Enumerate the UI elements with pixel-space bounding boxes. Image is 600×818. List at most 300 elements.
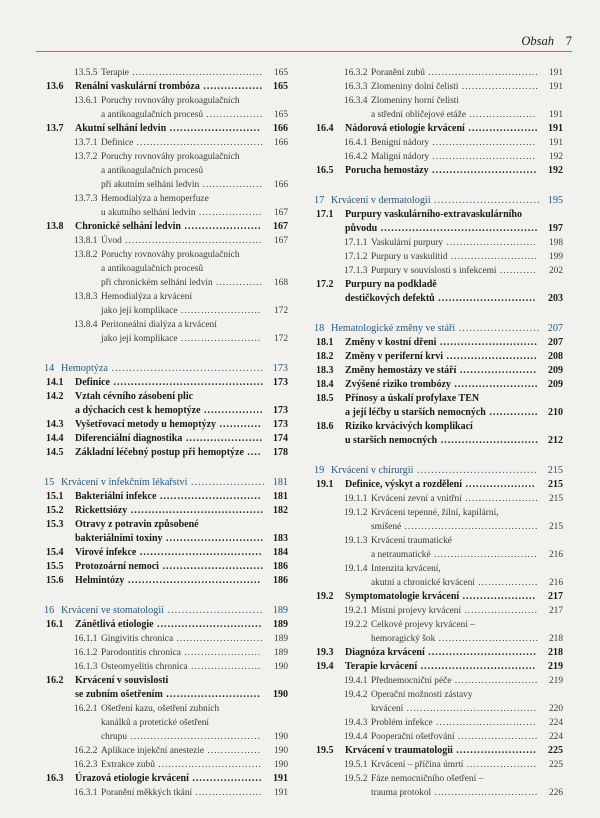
toc-entry <box>314 378 563 392</box>
entry-page: 181 <box>272 477 288 488</box>
leader-dots: ....................... <box>458 82 539 92</box>
entry-number: 13.6.1 <box>74 96 98 106</box>
entry-title-line: hemoragický šok <box>371 634 436 644</box>
entry-title-line: a střední obličejové etáže <box>371 110 467 120</box>
leader-dots: ...................... <box>456 365 537 376</box>
leader-dots: .... <box>243 447 262 458</box>
entry-number: 15.6 <box>46 575 64 586</box>
toc-entry <box>44 646 288 660</box>
entry-title-line: Helmintózy <box>75 575 125 586</box>
entry-number: 13.8.3 <box>74 292 98 302</box>
entry-title-line: Diagnóza krvácení <box>345 647 425 658</box>
entry-page: 173 <box>273 405 288 416</box>
entry-title-line: Místní projevy krvácení <box>371 606 462 616</box>
entry-page: 174 <box>273 433 288 444</box>
toc-entry <box>44 192 288 220</box>
entry-title <box>44 560 288 574</box>
entry-page: 220 <box>548 704 563 714</box>
entry-page: 224 <box>548 718 563 728</box>
entry-number: 14.1 <box>46 377 64 388</box>
entry-title <box>44 122 288 136</box>
entry-page: 225 <box>548 745 563 756</box>
entry-page: 186 <box>273 561 288 572</box>
entry-page: 215 <box>547 465 563 476</box>
entry-title-line: Poruchy rovnováhy prokoagulačních <box>101 250 240 260</box>
entry-number: 14.3 <box>46 419 64 430</box>
entry-number: 13.8 <box>46 221 64 232</box>
entry-title-line: Hemoptýza <box>61 363 108 374</box>
entry-page: 209 <box>548 379 563 390</box>
entry-title <box>44 80 288 94</box>
entry-title-line: Benigní nádory <box>371 138 430 148</box>
entry-number: 16.2 <box>46 675 64 686</box>
entry-title-line: Přednemocniční péče <box>371 676 452 686</box>
entry-title-line: Purpury vaskulárního-extravaskulárního <box>345 209 522 220</box>
toc-entry <box>314 66 563 80</box>
toc-right-column <box>314 66 563 800</box>
leader-dots: .......................... <box>447 252 538 262</box>
entry-title-line: Porucha hemostázy <box>345 165 429 176</box>
entry-title-line: Změny v periferní krvi <box>345 351 444 362</box>
page-number: 7 <box>565 34 572 48</box>
leader-dots: .............. <box>212 278 263 288</box>
leader-dots: ...................... <box>182 433 263 444</box>
leader-dots: ........................................... <box>107 363 265 374</box>
entry-number: 14.5 <box>46 447 64 458</box>
entry-page: 172 <box>273 334 288 344</box>
entry-title-line: Nádorová etiologie krvácení <box>345 123 465 134</box>
entry-page: 197 <box>548 223 563 234</box>
entry-number: 16.2.2 <box>74 746 98 756</box>
entry-page: 190 <box>273 760 288 770</box>
entry-title-line: Změny v kostní dřeni <box>345 337 437 348</box>
entry-title-line: Rickettsiózy <box>75 505 128 516</box>
toc-entry <box>44 418 288 432</box>
entry-title <box>44 546 288 560</box>
entry-number: 14.4 <box>46 433 64 444</box>
leader-dots: ............................... <box>431 788 539 798</box>
entry-page: 218 <box>548 647 563 658</box>
leader-dots: ............................ <box>436 337 538 348</box>
entry-page: 192 <box>548 152 563 162</box>
entry-page: 215 <box>548 479 563 490</box>
entry-page: 166 <box>273 138 288 148</box>
entry-title-line: a antikoagulačních procesů <box>101 166 204 176</box>
entry-number: 18.4 <box>316 379 334 390</box>
entry-number: 16.1.1 <box>74 634 98 644</box>
entry-title-line: a dýchacích cest k hemoptýze <box>75 405 201 416</box>
entry-number: 19.4.4 <box>344 732 368 742</box>
leader-dots: .................. <box>474 578 539 588</box>
leader-dots: .............................. <box>430 195 541 206</box>
entry-page: 195 <box>547 195 563 206</box>
toc-entry <box>44 618 288 632</box>
entry-number: 19.3 <box>316 647 334 658</box>
entry-number: 19.2.1 <box>344 606 368 616</box>
page-header <box>0 30 600 52</box>
entry-title <box>44 604 288 618</box>
entry-number: 16.4.1 <box>344 138 368 148</box>
entry-number: 13.6 <box>46 81 64 92</box>
entry-page: 216 <box>548 578 563 588</box>
toc-entry <box>314 464 563 478</box>
entry-page: 189 <box>272 605 288 616</box>
entry-page: 190 <box>273 662 288 672</box>
entry-number: 15.3 <box>46 519 64 530</box>
toc-entry <box>314 420 563 448</box>
leader-dots: ....................................... <box>403 704 538 714</box>
running-title: Obsah <box>521 34 554 48</box>
toc-entry <box>44 702 288 744</box>
entry-number: 16.3 <box>46 773 64 784</box>
toc-entry <box>44 504 288 518</box>
leader-dots: ....................................... <box>128 68 263 78</box>
entry-page: 219 <box>548 676 563 686</box>
entry-page: 167 <box>273 221 288 232</box>
leader-dots: ............ <box>216 419 262 430</box>
entry-title <box>44 446 288 460</box>
toc-entry <box>314 364 563 378</box>
entry-number: 17.2 <box>316 279 334 290</box>
entry-page: 189 <box>273 648 288 658</box>
entry-title <box>44 432 288 446</box>
entry-title <box>314 464 563 478</box>
entry-number: 18.3 <box>316 365 334 376</box>
leader-dots: .................... <box>192 788 263 798</box>
entry-title-line: Krvácení traumatické <box>371 536 452 546</box>
entry-title-line: Chronické selhání ledvin <box>75 221 181 232</box>
entry-number: 17.1.1 <box>344 238 368 248</box>
entry-page: 173 <box>273 419 288 430</box>
toc-entry <box>314 392 563 420</box>
entry-title-line: Krvácení tepenné, žilní, kapilární, <box>371 508 499 518</box>
entry-number: 16 <box>44 605 55 616</box>
entry-number: 19.4.2 <box>344 690 368 700</box>
toc-entry <box>314 208 563 236</box>
entry-number: 19.5.1 <box>344 760 368 770</box>
entry-page: 191 <box>548 82 563 92</box>
entry-title-line: při akutním selhání ledvin <box>101 180 200 190</box>
toc-entry <box>44 150 288 192</box>
entry-title <box>314 164 563 178</box>
entry-page: 178 <box>273 447 288 458</box>
leader-dots: ................................. <box>424 68 539 78</box>
entry-title-line: Problém infekce <box>371 718 433 728</box>
entry-page: 202 <box>548 266 563 276</box>
entry-title-line: Krvácení v chirurgii <box>331 465 414 476</box>
entry-title-line: akutní a chronické krvácení <box>371 578 475 588</box>
entry-title <box>314 322 563 336</box>
toc-entry <box>314 646 563 660</box>
leader-dots: ...................................... <box>133 138 264 148</box>
toc-entry <box>44 490 288 504</box>
toc-entry <box>314 164 563 178</box>
entry-number: 18.2 <box>316 351 334 362</box>
leader-dots: ................. <box>203 110 264 120</box>
entry-title <box>314 364 563 378</box>
entry-title-line: Poranění zubů <box>371 68 425 78</box>
leader-dots: ........................................ <box>401 522 539 532</box>
leader-dots: ................ <box>204 746 261 756</box>
entry-number: 19.2.2 <box>344 620 368 630</box>
entry-title <box>314 194 563 208</box>
entry-page: 215 <box>548 494 563 504</box>
entry-page: 212 <box>548 435 563 446</box>
entry-number: 15.4 <box>46 547 64 558</box>
entry-title-line: chrupu <box>101 732 128 742</box>
entry-title-line: Pooperační ošetřování <box>371 732 455 742</box>
entry-number: 19.2 <box>316 591 334 602</box>
entry-page: 167 <box>273 236 288 246</box>
toc-entry <box>44 66 288 80</box>
toc-entry <box>44 80 288 94</box>
entry-title-line: Vztah cévního zásobení plic <box>75 391 194 402</box>
entry-page: 167 <box>273 208 288 218</box>
entry-number: 13.7.3 <box>74 194 98 204</box>
toc-entry <box>44 290 288 318</box>
entry-page: 225 <box>548 760 563 770</box>
toc-entry <box>44 546 288 560</box>
leader-dots: ........................................... <box>110 377 264 388</box>
leader-dots: ....................................... <box>127 732 261 742</box>
entry-number: 17.1.3 <box>344 266 368 276</box>
toc-entry <box>44 786 288 800</box>
entry-page: 165 <box>273 110 288 120</box>
entry-title-line: Krvácení v traumatologii <box>345 745 453 756</box>
leader-dots: ..................... <box>459 591 537 602</box>
leader-dots: ............................ <box>434 293 537 304</box>
entry-title-line: a její léčby u starších nemocných <box>345 407 486 418</box>
toc-entry <box>314 478 563 492</box>
leader-dots: .............. <box>485 407 539 418</box>
entry-number: 13.7.1 <box>74 138 98 148</box>
leader-dots: ........................ <box>450 379 539 390</box>
entry-title-line: Zánětlivá etiologie <box>75 619 154 630</box>
toc-entry <box>44 758 288 772</box>
entry-page: 173 <box>273 377 288 388</box>
leader-dots: ...................................... <box>127 505 264 516</box>
entry-title <box>314 392 563 420</box>
entry-title <box>44 618 288 632</box>
entry-number: 19.1.4 <box>344 564 368 574</box>
toc-entry <box>44 122 288 136</box>
entry-title-line: Aplikace injekční anestezie <box>101 746 205 756</box>
toc-entry <box>44 446 288 460</box>
entry-page: 192 <box>548 165 563 176</box>
leader-dots: ...................... <box>461 494 539 504</box>
entry-page: 189 <box>273 634 288 644</box>
entry-number: 18.1 <box>316 337 334 348</box>
entry-page: 165 <box>273 68 288 78</box>
entry-page: 173 <box>272 363 288 374</box>
entry-title-line: Zvýšené riziko trombózy <box>345 379 451 390</box>
entry-page: 168 <box>273 278 288 288</box>
entry-title-line: a antikoagulačních procesů <box>101 110 204 120</box>
toc-entry <box>314 278 563 306</box>
entry-title <box>44 490 288 504</box>
leader-dots: ............................ <box>437 435 539 446</box>
entry-title-line: Úrazová etiologie krvácení <box>75 773 189 784</box>
entry-number: 18.5 <box>316 393 334 404</box>
entry-page: 207 <box>548 337 563 348</box>
leader-dots: ................................... <box>136 547 263 558</box>
leader-dots: .................................. <box>413 465 538 476</box>
toc-entry <box>314 604 563 618</box>
entry-title-line: Riziko krvácivých komplikací <box>345 421 473 432</box>
entry-number: 13.8.4 <box>74 320 98 330</box>
entry-number: 16.3.2 <box>344 68 368 78</box>
entry-page: 219 <box>548 661 563 672</box>
entry-title-line: Intenzita krvácení, <box>371 564 441 574</box>
entry-page: 183 <box>273 533 288 544</box>
entry-number: 16.4 <box>316 123 334 134</box>
toc-left-column <box>44 66 288 800</box>
entry-number: 19.5.2 <box>344 774 368 784</box>
entry-number: 19.4.3 <box>344 718 368 728</box>
toc-entry <box>44 772 288 786</box>
entry-title-line: jako její komplikace <box>101 306 178 316</box>
leader-dots: ..................... <box>187 477 266 488</box>
entry-title-line: Ošetření kazu, ošetření zubních <box>101 704 220 714</box>
entry-number: 15.1 <box>46 491 64 502</box>
entry-number: 16.3.4 <box>344 96 368 106</box>
entry-page: 199 <box>548 252 563 262</box>
leader-dots: .......................... <box>166 123 261 134</box>
entry-title-line: při chronickém selhání ledvin <box>101 278 213 288</box>
toc-entry <box>314 772 563 800</box>
entry-title-line: destičkových defektů <box>345 293 435 304</box>
leader-dots: .................... <box>464 123 539 134</box>
entry-page: 166 <box>273 180 288 190</box>
leader-dots: ............................................. <box>377 223 539 234</box>
entry-number: 16.5 <box>316 165 334 176</box>
entry-page: 217 <box>548 591 563 602</box>
entry-title <box>314 744 563 758</box>
entry-title <box>314 420 563 448</box>
entry-title-line: Extrakce zubů <box>101 760 155 770</box>
entry-title-line: Přínosy a úskalí profylaxe TEN <box>345 393 480 404</box>
entry-title <box>44 504 288 518</box>
entry-title-line: Hematologické změny ve stáří <box>331 323 456 334</box>
entry-page: 191 <box>273 773 288 784</box>
entry-page: 191 <box>548 110 563 120</box>
entry-number: 14 <box>44 363 55 374</box>
entry-title-line: Základní léčebný postup při hemoptýze <box>75 447 244 458</box>
leader-dots: ........................ <box>177 334 262 344</box>
entry-title-line: Parodontitis chronica <box>101 648 181 658</box>
leader-dots: ........................... <box>162 689 261 700</box>
leader-dots: ..................... <box>463 760 537 770</box>
toc-entry <box>44 376 288 390</box>
entry-page: 217 <box>548 606 563 616</box>
entry-title <box>314 660 563 674</box>
entry-title <box>44 518 288 546</box>
entry-title <box>314 278 563 306</box>
entry-number: 16.1.3 <box>74 662 98 672</box>
leader-dots: ...................... <box>180 221 262 232</box>
leader-dots: .......................... <box>443 351 538 362</box>
entry-number: 13.5.5 <box>74 68 98 78</box>
entry-title <box>44 476 288 490</box>
entry-page: 166 <box>273 123 288 134</box>
entry-title-line: Renální vaskulární trombóza <box>75 81 200 92</box>
entry-title-line: Krvácení – příčina úmrtí <box>371 760 464 770</box>
entry-title-line: kanálků a protetické ošetření <box>101 718 210 728</box>
entry-page: 189 <box>273 619 288 630</box>
entry-title <box>44 574 288 588</box>
entry-page: 184 <box>273 547 288 558</box>
entry-number: 16.2.3 <box>74 760 98 770</box>
entry-page: 226 <box>548 788 563 798</box>
header-rule <box>36 51 572 52</box>
toc-entry <box>314 660 563 674</box>
leader-dots: ............................. <box>158 561 264 572</box>
entry-title <box>44 390 288 418</box>
toc-entry <box>44 744 288 758</box>
entry-title-line: Virové infekce <box>75 547 137 558</box>
toc-entry <box>44 248 288 290</box>
entry-page: 224 <box>548 732 563 742</box>
entry-number: 19.1.1 <box>344 494 368 504</box>
leader-dots: .............................. <box>153 619 263 630</box>
entry-title-line: Maligní nádory <box>371 152 430 162</box>
toc-entry <box>314 758 563 772</box>
entry-page: 172 <box>273 306 288 316</box>
toc-entry <box>314 716 563 730</box>
entry-page: 203 <box>548 293 563 304</box>
entry-page: 215 <box>548 522 563 532</box>
entry-title <box>44 376 288 390</box>
leader-dots: ...................................... <box>124 575 261 586</box>
entry-number: 16.1 <box>46 619 64 630</box>
entry-page: 191 <box>548 68 563 78</box>
entry-number: 16.1.2 <box>74 648 98 658</box>
entry-page: 216 <box>548 550 563 560</box>
leader-dots: .............................. <box>432 718 537 728</box>
entry-title-line: u starších nemocných <box>345 435 438 446</box>
toc-entry <box>314 236 563 250</box>
toc-entry <box>314 150 563 164</box>
entry-number: 16.3.1 <box>74 788 98 798</box>
entry-title-line: Poranění měkkých tkání <box>101 788 193 798</box>
leader-dots: ............................... <box>424 647 537 658</box>
entry-number: 13.7.2 <box>74 152 98 162</box>
entry-title-line: smíšené <box>371 522 402 532</box>
entry-title-line: Poruchy rovnováhy prokoagulačních <box>101 96 240 106</box>
entry-page: 191 <box>548 138 563 148</box>
entry-number: 19 <box>314 465 325 476</box>
entry-page: 191 <box>273 788 288 798</box>
entry-title-line: bakteriálními toxiny <box>75 533 163 544</box>
entry-number: 14.2 <box>46 391 64 402</box>
leader-dots: ....................... <box>452 745 537 756</box>
toc-entry <box>314 562 563 590</box>
toc-entry <box>314 492 563 506</box>
entry-title-line: trauma protokol <box>371 788 432 798</box>
entry-page: 165 <box>273 81 288 92</box>
entry-title-line: Protozoární nemoci <box>75 561 159 572</box>
entry-title-line: Definice, výskyt a rozdělení <box>345 479 463 490</box>
entry-page: 190 <box>273 689 288 700</box>
entry-title-line: krvácení <box>371 704 404 714</box>
entry-number: 19.5 <box>316 745 334 756</box>
entry-title-line: Symptomatologie krvácení <box>345 591 460 602</box>
toc-entry <box>314 264 563 278</box>
entry-number: 19.1.2 <box>344 508 368 518</box>
toc-entry <box>314 322 563 336</box>
leader-dots: ........................... <box>163 605 264 616</box>
leader-dots: ......................... <box>451 676 539 686</box>
